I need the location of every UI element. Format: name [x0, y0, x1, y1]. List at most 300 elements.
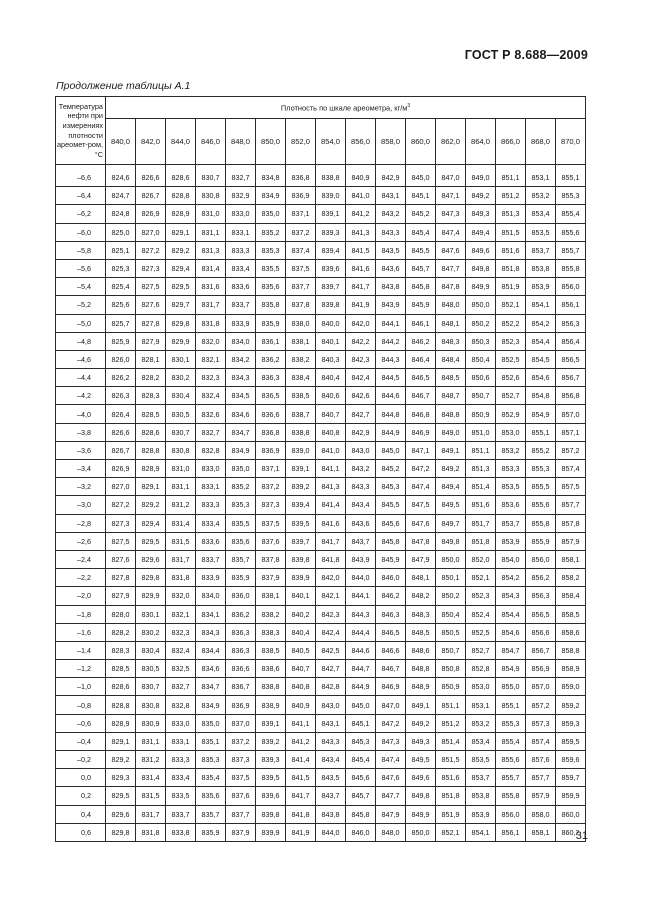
temperature-cell: –2,8: [56, 514, 106, 532]
density-cell: 846,3: [376, 605, 406, 623]
density-cell: 833,0: [226, 205, 256, 223]
density-cell: 851,6: [436, 769, 466, 787]
density-cell: 848,8: [406, 660, 436, 678]
temperature-cell: 0,2: [56, 787, 106, 805]
density-cell: 828,9: [136, 460, 166, 478]
density-cell: 827,5: [106, 532, 136, 550]
density-cell: 849,2: [436, 460, 466, 478]
density-cell: 837,1: [256, 460, 286, 478]
table-row: [56, 205, 586, 223]
density-cell: 859,3: [556, 714, 586, 732]
density-cell: 833,3: [166, 751, 196, 769]
density-cell: 836,2: [226, 605, 256, 623]
density-cell: 856,7: [556, 369, 586, 387]
density-cell: 851,7: [466, 514, 496, 532]
temperature-cell: –3,8: [56, 423, 106, 441]
density-cell: 833,0: [196, 460, 226, 478]
density-cell: 849,6: [406, 769, 436, 787]
density-cell: 853,6: [496, 496, 526, 514]
density-cell: 843,1: [376, 187, 406, 205]
density-cell: 831,5: [136, 787, 166, 805]
density-cell: 848,3: [406, 605, 436, 623]
density-cell: 847,8: [406, 532, 436, 550]
density-cell: 839,4: [286, 496, 316, 514]
density-cell: 847,7: [376, 787, 406, 805]
density-cell: 838,7: [286, 405, 316, 423]
density-cell: 840,5: [286, 641, 316, 659]
density-cell: 838,3: [256, 623, 286, 641]
table-row: [56, 823, 586, 841]
density-cell: 827,5: [136, 278, 166, 296]
temperature-cell: –6,6: [56, 165, 106, 187]
temperature-cell: –3,0: [56, 496, 106, 514]
density-cell: 851,1: [466, 441, 496, 459]
density-cell: 849,7: [436, 514, 466, 532]
density-column-header: 856,0: [346, 119, 376, 165]
density-cell: 835,4: [196, 769, 226, 787]
density-cell: 845,9: [406, 296, 436, 314]
density-cell: 856,0: [526, 550, 556, 568]
density-cell: 857,9: [526, 787, 556, 805]
density-cell: 856,9: [526, 660, 556, 678]
density-cell: 829,2: [136, 496, 166, 514]
density-cell: 841,7: [316, 532, 346, 550]
density-cell: 826,6: [136, 165, 166, 187]
density-cell: 853,0: [466, 678, 496, 696]
density-cell: 848,5: [436, 369, 466, 387]
density-cell: 844,0: [316, 823, 346, 841]
density-cell: 851,2: [436, 714, 466, 732]
density-cell: 834,6: [226, 405, 256, 423]
density-cell: 848,1: [406, 569, 436, 587]
density-cell: 852,5: [496, 350, 526, 368]
table-row: [56, 769, 586, 787]
density-cell: 850,4: [466, 350, 496, 368]
density-cell: 844,2: [376, 332, 406, 350]
density-column-header: 864,0: [466, 119, 496, 165]
density-cell: 827,0: [136, 223, 166, 241]
density-cell: 840,7: [286, 660, 316, 678]
density-cell: 828,3: [136, 387, 166, 405]
density-cell: 829,9: [136, 587, 166, 605]
table-row: [56, 241, 586, 259]
density-cell: 855,2: [526, 441, 556, 459]
density-cell: 846,6: [376, 641, 406, 659]
density-cell: 831,1: [196, 223, 226, 241]
density-cell: 854,6: [526, 369, 556, 387]
density-cell: 836,7: [226, 678, 256, 696]
density-cell: 853,8: [466, 787, 496, 805]
density-cell: 837,9: [256, 569, 286, 587]
density-cell: 854,2: [496, 569, 526, 587]
density-cell: 854,7: [496, 641, 526, 659]
table-row: [56, 405, 586, 423]
density-cell: 843,5: [316, 769, 346, 787]
density-cell: 846,9: [376, 678, 406, 696]
temperature-cell: –3,2: [56, 478, 106, 496]
density-cell: 842,3: [316, 605, 346, 623]
density-cell: 841,9: [286, 823, 316, 841]
density-cell: 858,5: [556, 605, 586, 623]
density-cell: 835,1: [196, 732, 226, 750]
table-row: [56, 296, 586, 314]
density-cell: 842,0: [346, 314, 376, 332]
density-cell: 839,8: [316, 296, 346, 314]
temperature-cell: –1,8: [56, 605, 106, 623]
density-cell: 859,5: [556, 732, 586, 750]
density-cell: 843,3: [346, 478, 376, 496]
density-cell: 841,6: [316, 514, 346, 532]
density-cell: 830,4: [166, 387, 196, 405]
density-cell: 832,6: [196, 405, 226, 423]
density-cell: 832,7: [226, 165, 256, 187]
density-cell: 854,4: [496, 605, 526, 623]
density-cell: 843,7: [316, 787, 346, 805]
density-cell: 853,2: [466, 714, 496, 732]
density-cell: 858,1: [526, 823, 556, 841]
density-cell: 847,4: [376, 751, 406, 769]
density-cell: 838,6: [256, 660, 286, 678]
density-cell: 828,6: [166, 165, 196, 187]
density-cell: 833,7: [196, 550, 226, 568]
density-cell: 837,3: [256, 496, 286, 514]
density-cell: 831,4: [166, 514, 196, 532]
density-cell: 845,8: [376, 532, 406, 550]
density-cell: 858,4: [556, 587, 586, 605]
density-cell: 843,2: [376, 205, 406, 223]
density-cell: 841,0: [346, 187, 376, 205]
density-cell: 849,4: [466, 223, 496, 241]
density-cell: 849,1: [436, 441, 466, 459]
density-cell: 833,3: [196, 496, 226, 514]
density-cell: 842,7: [346, 405, 376, 423]
table-row: [56, 441, 586, 459]
density-cell: 829,4: [136, 514, 166, 532]
temperature-cell: –1,0: [56, 678, 106, 696]
density-cell: 857,0: [526, 678, 556, 696]
temperature-cell: –1,2: [56, 660, 106, 678]
density-column-header: 844,0: [166, 119, 196, 165]
density-header: [106, 97, 586, 119]
density-cell: 840,1: [286, 587, 316, 605]
density-cell: 846,8: [406, 405, 436, 423]
density-cell: 828,5: [136, 405, 166, 423]
density-cell: 828,6: [136, 423, 166, 441]
density-cell: 830,2: [136, 623, 166, 641]
density-cell: 856,0: [556, 278, 586, 296]
density-cell: 849,8: [436, 532, 466, 550]
density-cell: 848,8: [436, 405, 466, 423]
density-cell: 834,7: [226, 423, 256, 441]
density-cell: 839,6: [316, 259, 346, 277]
density-cell: 853,1: [526, 165, 556, 187]
density-cell: 847,4: [436, 223, 466, 241]
density-cell: 835,2: [226, 478, 256, 496]
density-cell: 840,6: [316, 387, 346, 405]
temperature-cell: –0,6: [56, 714, 106, 732]
density-cell: 857,7: [556, 496, 586, 514]
temperature-cell: –3,4: [56, 460, 106, 478]
density-cell: 856,1: [496, 823, 526, 841]
density-cell: 847,0: [436, 165, 466, 187]
density-cell: 851,0: [466, 423, 496, 441]
density-cell: 848,4: [436, 350, 466, 368]
density-cell: 857,5: [556, 478, 586, 496]
density-cell: 828,8: [136, 441, 166, 459]
density-cell: 843,7: [346, 532, 376, 550]
density-cell: 838,8: [316, 165, 346, 187]
temperature-cell: –4,4: [56, 369, 106, 387]
density-cell: 847,2: [376, 714, 406, 732]
density-cell: 830,5: [166, 405, 196, 423]
density-cell: 859,7: [556, 769, 586, 787]
temperature-cell: –1,4: [56, 641, 106, 659]
density-cell: 855,0: [496, 678, 526, 696]
table-row: [56, 805, 586, 823]
density-cell: 837,4: [286, 241, 316, 259]
density-cell: 841,3: [316, 478, 346, 496]
density-cell: 830,7: [196, 165, 226, 187]
density-cell: 839,0: [286, 441, 316, 459]
density-cell: 824,7: [106, 187, 136, 205]
density-cell: 849,3: [466, 205, 496, 223]
density-cell: 853,7: [466, 769, 496, 787]
density-cell: 831,2: [136, 751, 166, 769]
density-cell: 829,2: [166, 241, 196, 259]
density-cell: 845,2: [406, 205, 436, 223]
density-cell: 836,3: [256, 369, 286, 387]
density-cell: 829,7: [166, 296, 196, 314]
density-cell: 833,5: [166, 787, 196, 805]
density-cell: 857,2: [556, 441, 586, 459]
table-row: [56, 623, 586, 641]
density-cell: 855,1: [496, 696, 526, 714]
density-cell: 835,5: [226, 514, 256, 532]
table-row: [56, 587, 586, 605]
density-cell: 833,9: [196, 569, 226, 587]
density-cell: 834,0: [196, 587, 226, 605]
density-cell: 843,1: [316, 714, 346, 732]
density-cell: 830,9: [136, 714, 166, 732]
density-cell: 834,9: [196, 696, 226, 714]
density-cell: 847,0: [376, 696, 406, 714]
density-cell: 856,3: [556, 314, 586, 332]
density-cell: 850,6: [466, 369, 496, 387]
density-cell: 836,8: [286, 165, 316, 187]
density-cell: 826,9: [106, 460, 136, 478]
density-cell: 845,8: [406, 278, 436, 296]
density-cell: 847,1: [406, 441, 436, 459]
density-cell: 847,9: [376, 805, 406, 823]
density-cell: 859,9: [556, 787, 586, 805]
density-cell: 846,2: [376, 587, 406, 605]
density-cell: 845,7: [346, 787, 376, 805]
temperature-cell: –2,0: [56, 587, 106, 605]
density-cell: 839,9: [256, 823, 286, 841]
density-cell: 856,5: [526, 605, 556, 623]
density-cell: 832,3: [196, 369, 226, 387]
density-cell: 833,7: [166, 805, 196, 823]
density-cell: 839,2: [286, 478, 316, 496]
density-cell: 845,0: [376, 441, 406, 459]
density-cell: 831,4: [196, 259, 226, 277]
density-cell: 830,8: [166, 441, 196, 459]
table-row: [56, 350, 586, 368]
density-cell: 833,4: [166, 769, 196, 787]
density-cell: 839,5: [286, 514, 316, 532]
temperature-cell: –2,2: [56, 569, 106, 587]
density-cell: 838,8: [286, 423, 316, 441]
density-cell: 852,0: [466, 550, 496, 568]
density-cell: 835,0: [226, 460, 256, 478]
density-cell: 832,1: [196, 350, 226, 368]
density-cell: 855,1: [556, 165, 586, 187]
density-cell: 857,7: [526, 769, 556, 787]
density-cell: 845,5: [376, 496, 406, 514]
density-cell: 842,0: [316, 569, 346, 587]
density-cell: 852,1: [466, 569, 496, 587]
density-cell: 838,4: [286, 369, 316, 387]
density-cell: 836,8: [256, 423, 286, 441]
density-cell: 828,9: [166, 205, 196, 223]
density-cell: 824,8: [106, 205, 136, 223]
density-cell: 837,1: [286, 205, 316, 223]
density-cell: 841,9: [346, 296, 376, 314]
density-cell: 840,7: [316, 405, 346, 423]
density-cell: 851,1: [436, 696, 466, 714]
density-cell: 842,9: [376, 165, 406, 187]
density-column-header: 868,0: [526, 119, 556, 165]
density-cell: 855,1: [526, 423, 556, 441]
density-cell: 832,4: [166, 641, 196, 659]
density-cell: 838,1: [256, 587, 286, 605]
density-cell: 828,2: [106, 623, 136, 641]
density-cell: 843,4: [316, 751, 346, 769]
density-cell: 848,5: [406, 623, 436, 641]
density-cell: 855,7: [496, 769, 526, 787]
density-cell: 855,6: [496, 751, 526, 769]
density-cell: 842,4: [346, 369, 376, 387]
density-cell: 833,7: [226, 296, 256, 314]
density-cell: 833,1: [226, 223, 256, 241]
density-cell: 853,5: [496, 478, 526, 496]
density-cell: 824,6: [106, 165, 136, 187]
density-cell: 829,8: [136, 569, 166, 587]
table-row: [56, 569, 586, 587]
density-cell: 850,7: [436, 641, 466, 659]
density-cell: 855,8: [526, 514, 556, 532]
density-cell: 847,3: [436, 205, 466, 223]
density-cell: 843,6: [376, 259, 406, 277]
density-cell: 855,3: [526, 460, 556, 478]
density-cell: 835,9: [196, 823, 226, 841]
density-cell: 842,7: [316, 660, 346, 678]
density-cell: 853,5: [466, 751, 496, 769]
density-cell: 846,5: [376, 623, 406, 641]
density-cell: 852,3: [466, 587, 496, 605]
density-cell: 843,3: [376, 223, 406, 241]
density-cell: 858,8: [556, 641, 586, 659]
density-cell: 835,3: [256, 241, 286, 259]
density-cell: 857,3: [526, 714, 556, 732]
density-cell: 854,1: [526, 296, 556, 314]
density-cell: 827,3: [106, 514, 136, 532]
table-row: [56, 660, 586, 678]
density-cell: 841,2: [346, 205, 376, 223]
density-cell: 855,8: [556, 259, 586, 277]
table-row: [56, 714, 586, 732]
density-cell: 850,9: [466, 405, 496, 423]
density-cell: 856,4: [556, 332, 586, 350]
density-cell: 835,6: [226, 532, 256, 550]
temperature-cell: –3,6: [56, 441, 106, 459]
density-cell: 843,9: [346, 550, 376, 568]
temperature-cell: –0,2: [56, 751, 106, 769]
density-cell: 840,8: [316, 423, 346, 441]
density-cell: 852,1: [436, 823, 466, 841]
density-cell: 842,6: [346, 387, 376, 405]
temperature-cell: –2,6: [56, 532, 106, 550]
density-cell: 848,0: [436, 296, 466, 314]
density-cell: 837,5: [226, 769, 256, 787]
density-cell: 853,9: [466, 805, 496, 823]
density-cell: 841,6: [346, 259, 376, 277]
density-cell: 843,8: [316, 805, 346, 823]
density-cell: 834,1: [196, 605, 226, 623]
table-row: [56, 369, 586, 387]
density-column-header: 854,0: [316, 119, 346, 165]
table-row: [56, 641, 586, 659]
density-column-header: 862,0: [436, 119, 466, 165]
density-cell: 846,5: [406, 369, 436, 387]
density-cell: 845,4: [406, 223, 436, 241]
density-cell: 835,7: [226, 550, 256, 568]
density-cell: 833,1: [166, 732, 196, 750]
density-cell: 841,2: [286, 732, 316, 750]
density-cell: 855,3: [556, 187, 586, 205]
density-cell: 855,9: [526, 532, 556, 550]
density-cell: 827,8: [136, 314, 166, 332]
density-cell: 829,9: [166, 332, 196, 350]
density-cell: 855,7: [556, 241, 586, 259]
density-cell: 859,6: [556, 751, 586, 769]
density-cell: 857,2: [526, 696, 556, 714]
density-cell: 846,0: [376, 569, 406, 587]
density-column-header: 846,0: [196, 119, 226, 165]
density-cell: 845,8: [346, 805, 376, 823]
density-cell: 828,6: [106, 678, 136, 696]
density-cell: 851,6: [466, 496, 496, 514]
density-cell: 842,4: [316, 623, 346, 641]
temperature-cell: –5,4: [56, 278, 106, 296]
density-cell: 853,0: [496, 423, 526, 441]
density-cell: 850,2: [436, 587, 466, 605]
density-cell: 854,9: [526, 405, 556, 423]
density-cell: 837,8: [286, 296, 316, 314]
density-cell: 839,1: [286, 460, 316, 478]
density-cell: 834,2: [226, 350, 256, 368]
density-cell: 852,7: [466, 641, 496, 659]
density-cell: 850,5: [436, 623, 466, 641]
density-cell: 847,4: [406, 478, 436, 496]
density-cell: 825,0: [106, 223, 136, 241]
density-cell: 838,2: [286, 350, 316, 368]
density-cell: 831,8: [136, 823, 166, 841]
density-cell: 843,0: [316, 696, 346, 714]
density-cell: 828,5: [106, 660, 136, 678]
density-cell: 832,0: [166, 587, 196, 605]
density-cell: 836,6: [256, 405, 286, 423]
